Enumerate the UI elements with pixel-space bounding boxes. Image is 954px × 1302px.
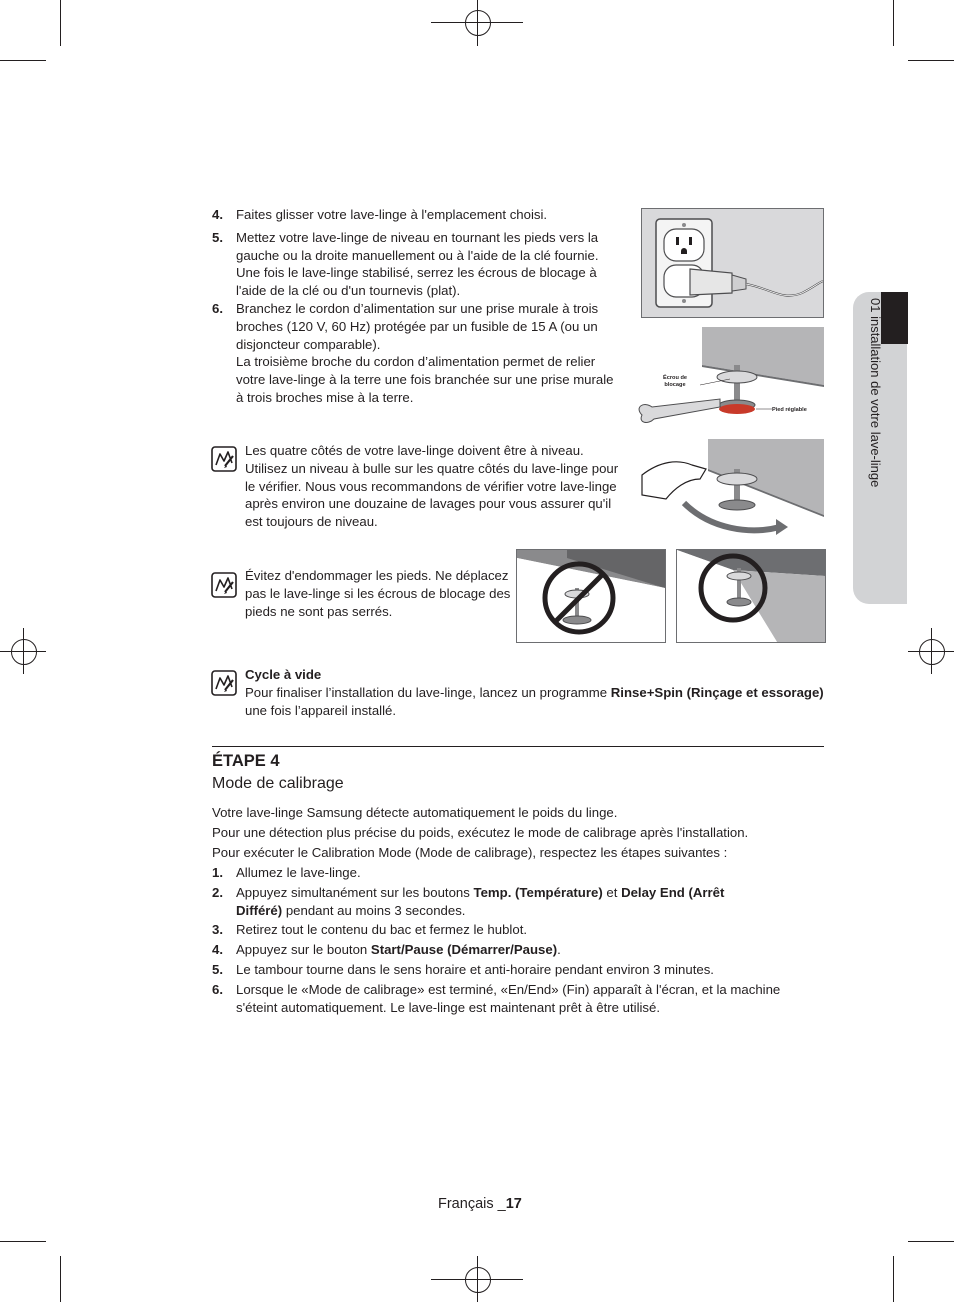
chapter-tab-marker xyxy=(881,292,908,344)
foot-illustration xyxy=(630,327,824,427)
locknut-label: Écrou de xyxy=(663,375,687,381)
outlet-illustration xyxy=(641,208,824,318)
note-cycle-text: Pour finaliser l’installation du lave-linge, lancez un programme Rinse+Spin (Rinçage et essorage) une fois l’appareil installé. xyxy=(245,685,824,718)
step-text: Mettez votre lave-linge de niveau en tournant les pieds vers la gauche ou la droite manuellement ou à l'aide de la clé fournie. Une fois le lave-linge stabilisé, serrez les écrous de blocage à l'aide de la clé ou d'un tournevis (plat). xyxy=(236,229,599,299)
step-number: 5. xyxy=(212,961,223,977)
note-feet: Évitez d'endommager les pieds. Ne déplacez pas le lave-linge si les écrous de blocage des pieds ne sont pas serrés. xyxy=(245,568,511,619)
list-item xyxy=(212,300,624,407)
intro-paragraph: Votre lave-linge Samsung détecte automatiquement le poids du linge. xyxy=(212,805,618,820)
step-text: Faites glisser votre lave-linge à l'emplacement choisi. xyxy=(236,207,548,222)
section-divider xyxy=(212,746,824,747)
step-text: Appuyez sur le bouton Start/Pause (Démarrer/Pause). xyxy=(236,942,561,958)
list-item xyxy=(212,206,624,224)
intro-paragraph: Pour une détection plus précise du poids, exécutez le mode de calibrage après l'installation. xyxy=(212,825,749,840)
section-title: ÉTAPE 4 xyxy=(212,752,280,770)
page-footer xyxy=(438,1196,522,1212)
step-text: Le tambour tourne dans le sens horaire et anti-horaire pendant environ 3 minutes. xyxy=(236,961,714,977)
step-number: 6. xyxy=(212,300,223,316)
step-text: Allumez le lave-linge. xyxy=(236,865,361,880)
list-item xyxy=(212,981,824,1017)
section-subtitle: Mode de calibrage xyxy=(212,775,344,792)
step-number: 1. xyxy=(212,865,223,880)
locknut-label: blocage xyxy=(664,382,686,388)
list-item xyxy=(212,941,824,959)
intro-paragraph: Pour exécuter le Calibration Mode (Mode de calibrage), respectez les étapes suivantes : xyxy=(212,845,728,860)
step-number: 4. xyxy=(212,942,223,958)
chapter-tab-label: 01 installation de votre lave-linge xyxy=(868,298,883,488)
step-number: 3. xyxy=(212,922,223,938)
adjust-foot-illustration xyxy=(640,439,824,539)
footer-language: Français _ xyxy=(438,1196,506,1212)
step-number: 2. xyxy=(212,884,223,900)
list-item xyxy=(212,864,824,882)
list-item xyxy=(212,961,824,979)
correct-illustration xyxy=(676,549,826,643)
step-number: 5. xyxy=(212,229,223,245)
step-text: Appuyez simultanément sur les boutons Temp. (Température) et Delay End (Arrêt Différé) pendant au moins 3 secondes. xyxy=(236,884,725,918)
step-number: 6. xyxy=(212,981,223,997)
note-level: Les quatre côtés de votre lave-linge doivent être à niveau. Utilisez un niveau à bulle sur les quatre côtés du lave-linge pour le vérifier. Nous vous recommandons de vérifier votre lave-linge après environ une douzaine de lavages pour vous assurer qu'il est toujours de niveau. xyxy=(245,443,619,530)
list-item xyxy=(212,884,824,920)
step-number: 4. xyxy=(212,207,223,222)
installation-steps xyxy=(212,206,624,407)
wrong-illustration xyxy=(516,549,666,643)
note-icon xyxy=(211,670,237,696)
step-text: Branchez le cordon d’alimentation sur une prise murale à trois broches (120 V, 60 Hz) protégée par un fusible de 15 A (ou un disjoncteur comparable). La troisième broche du cordon d’alimentation permet de relier votre lave-linge à la terre une fois branchée sur une prise murale à trois broches mise à la terre. xyxy=(236,300,614,405)
calibration-steps xyxy=(212,864,824,1016)
note-icon xyxy=(211,446,237,472)
note-icon xyxy=(211,572,237,598)
step-text: Retirez tout le contenu du bac et fermez le hublot. xyxy=(236,922,528,938)
list-item xyxy=(212,921,824,939)
note-cycle-title: Cycle à vide xyxy=(245,667,322,682)
list-item xyxy=(212,229,624,300)
foot-label: Pied réglable xyxy=(772,407,807,413)
step-text: Lorsque le «Mode de calibrage» est terminé, «En/End» (Fin) apparaît à l'écran, et la machine s'éteint automatiquement. Le lave-linge est maintenant prêt à être utilisé. xyxy=(236,981,781,1015)
page-number: 17 xyxy=(505,1196,522,1212)
